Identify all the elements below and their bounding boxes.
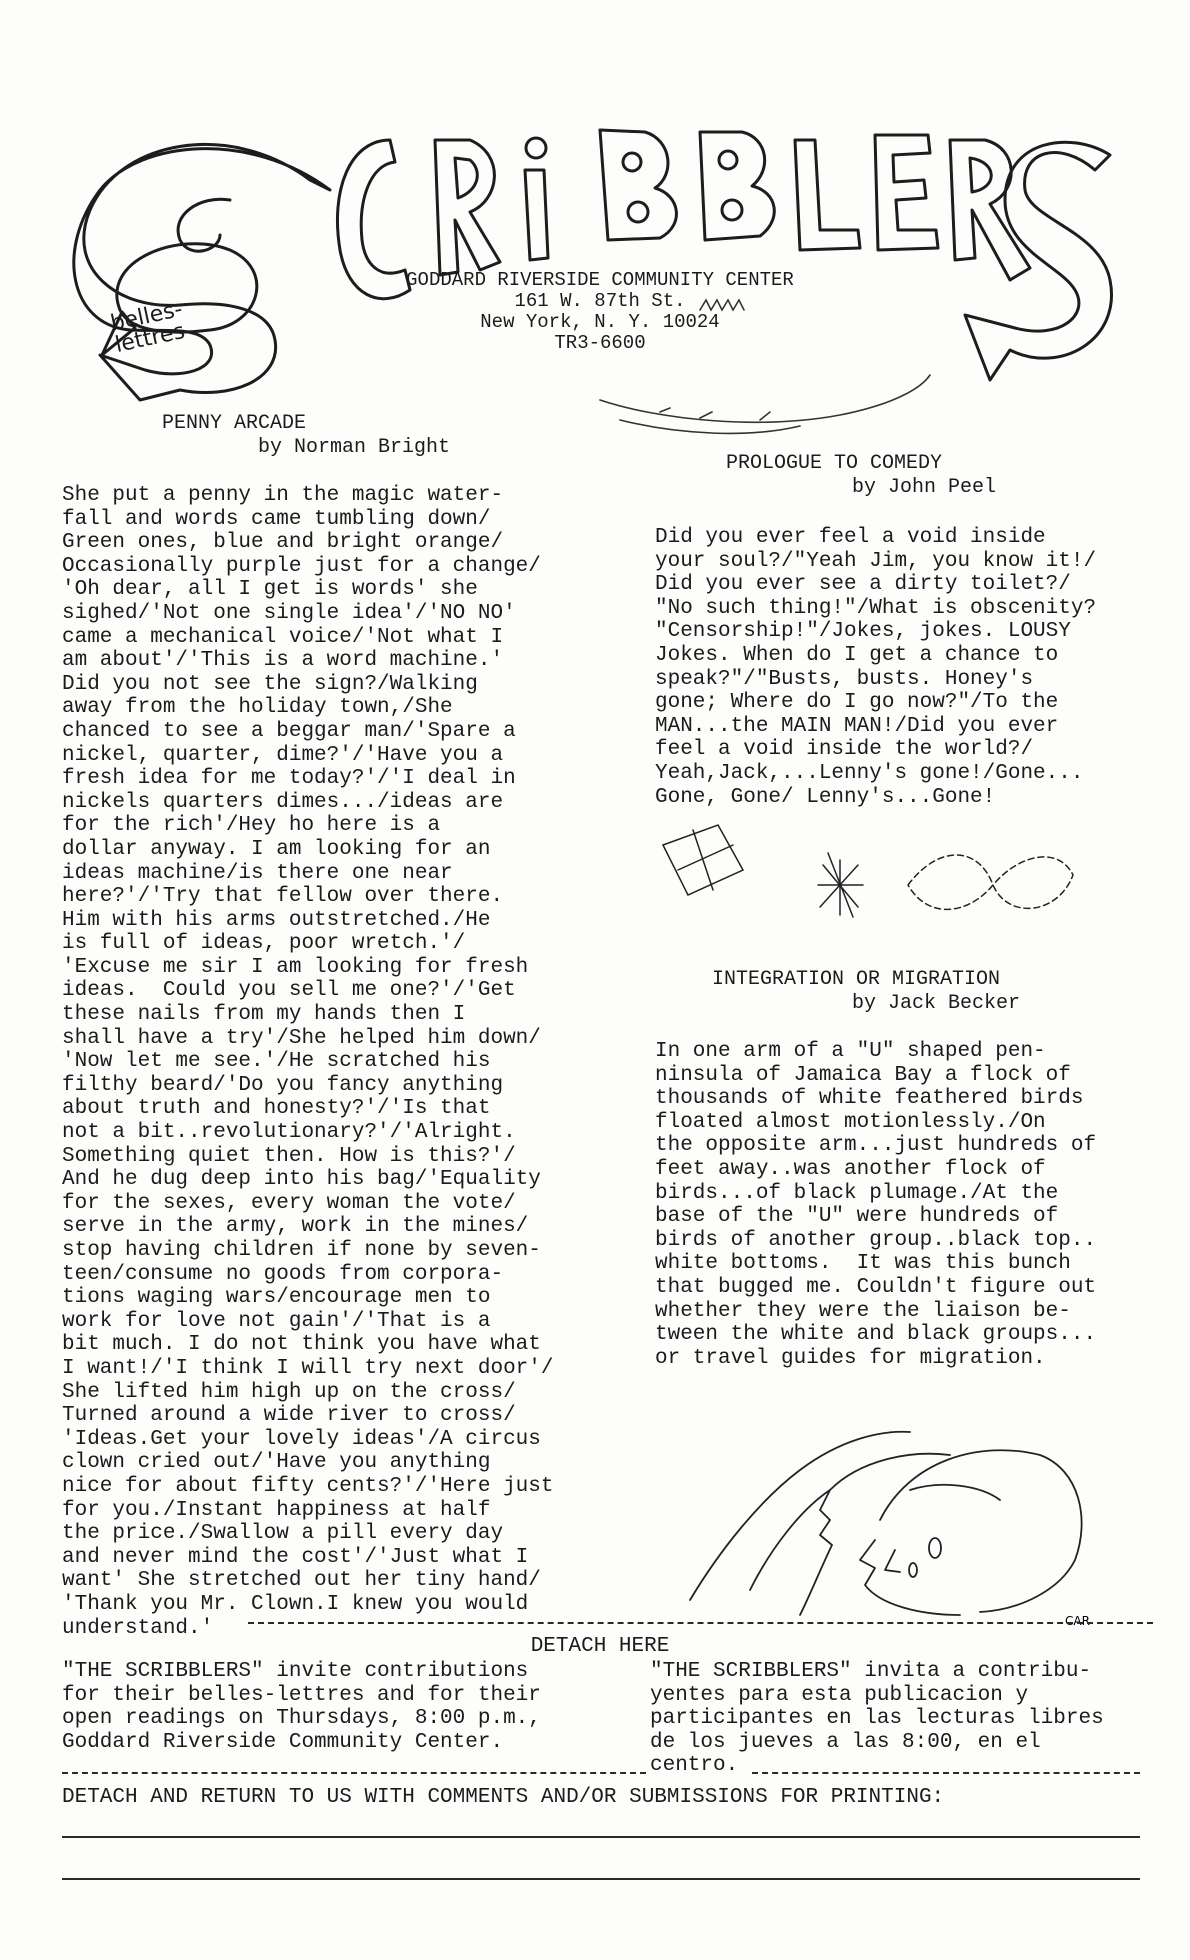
text-line: away from the holiday town,/She — [62, 696, 453, 720]
text-line: floated almost motionlessly./On — [655, 1110, 1046, 1134]
article-byline: by Norman Bright — [258, 436, 451, 459]
logo-letter-s-right — [965, 142, 1112, 380]
text-line: filthy beard/'Do you fancy anything — [62, 1073, 504, 1097]
masthead-address — [350, 270, 850, 354]
text-line: Green ones, blue and bright orange/ — [62, 531, 504, 555]
street-address: 161 W. 87th St. — [514, 290, 686, 312]
notice-line: Goddard Riverside Community Center. — [62, 1730, 504, 1754]
text-line: your soul?/"Yeah Jim, you know it!/ — [655, 549, 1097, 573]
text-line: Did you ever feel a void inside — [655, 526, 1046, 549]
text-line: tween the white and black groups... — [655, 1323, 1097, 1347]
text-line: ideas. Could you sell me one?'/'Get — [62, 979, 516, 1003]
text-line: ninsula of Jamaica Bay a flock of — [655, 1063, 1071, 1087]
text-line: I want!/'I think I will try next door'/ — [62, 1356, 554, 1380]
text-line: Did you ever see a dirty toilet?/ — [655, 573, 1071, 597]
logo-letter-i — [525, 170, 548, 260]
text-line: Gone, Gone/ Lenny's...Gone! — [655, 785, 996, 809]
text-line: nice for about fifty cents?'/'Here just — [62, 1474, 554, 1498]
text-line: Turned around a wide river to cross/ — [62, 1404, 516, 1428]
spanish-notice — [650, 1660, 1170, 1778]
asterisk-doodle — [818, 853, 863, 917]
text-line: about truth and honesty?'/'Is that — [62, 1097, 491, 1121]
text-line: She lifted him high up on the cross/ — [62, 1380, 516, 1404]
text-line: am about'/'This is a word machine.' — [62, 649, 504, 673]
text-line: white bottoms. It was this bunch — [655, 1252, 1071, 1276]
english-notice — [62, 1660, 642, 1754]
faces-illustration — [680, 1400, 1100, 1630]
text-line: clown cried out/'Have you anything — [62, 1451, 491, 1475]
detach-line-top — [248, 1622, 1153, 1624]
text-line: shall have a try'/She helped him down/ — [62, 1026, 541, 1050]
article-byline: by Jack Becker — [852, 992, 1021, 1015]
notice-line: "THE SCRIBBLERS" invite contributions — [62, 1660, 529, 1683]
text-line: dollar anyway. I am looking for an — [62, 837, 491, 861]
notice-line: participantes en las lecturas libres — [650, 1707, 1104, 1731]
article-title: PROLOGUE TO COMEDY — [726, 452, 943, 475]
text-line: 'Thank you Mr. Clown.I knew you would — [62, 1592, 529, 1616]
text-line: tions waging wars/encourage men to — [62, 1286, 491, 1310]
text-line: 'Excuse me sir I am looking for fresh — [62, 955, 529, 979]
text-line: came a mechanical voice/'Not what I — [62, 625, 504, 649]
detach-line-bottom-right — [752, 1772, 1140, 1774]
text-line: fresh idea for me today?'/'I deal in — [62, 767, 516, 791]
text-line: teen/consume no goods from corpora- — [62, 1262, 504, 1286]
text-line: these nails from my hands then I — [62, 1003, 466, 1027]
logo-letter-s-left — [74, 144, 330, 400]
doodle-symbols — [648, 815, 1088, 935]
penny-arcade-body — [62, 484, 632, 1640]
logo-letter-e — [875, 135, 938, 250]
text-line: for you./Instant happiness at half — [62, 1498, 491, 1522]
text-line: is full of ideas, poor wretch.'/ — [62, 932, 466, 956]
text-line: 'Ideas.Get your lovely ideas'/A circus — [62, 1427, 541, 1451]
text-line: In one arm of a "U" shaped pen- — [655, 1040, 1046, 1063]
text-line: understand.' — [62, 1616, 214, 1640]
detach-here-label: DETACH HERE — [530, 1635, 670, 1658]
text-line: speak?"/"Busts, busts. Honey's — [655, 667, 1034, 691]
text-line: "No such thing!"/What is obscenity? — [655, 596, 1097, 620]
notice-line: for their belles-lettres and for their — [62, 1683, 541, 1707]
text-line: birds...of black plumage./At the — [655, 1181, 1059, 1205]
text-line: gone; Where do I go now?"/To the — [655, 691, 1059, 715]
text-line: bit much. I do not think you have what — [62, 1333, 541, 1357]
article-title: PENNY ARCADE — [162, 412, 307, 435]
text-line: And he dug deep into his bag/'Equality — [62, 1168, 541, 1192]
integration-body — [655, 1040, 1155, 1370]
text-line: Something quiet then. How is this?'/ — [62, 1144, 516, 1168]
logo-letter-r — [435, 140, 500, 275]
write-in-line-2[interactable] — [62, 1878, 1140, 1880]
integration-heading — [712, 968, 1020, 1016]
article-byline: by John Peel — [852, 476, 997, 499]
text-line: for the rich'/Hey ho here is a — [62, 814, 441, 838]
detach-line-bottom-left — [62, 1772, 646, 1774]
return-instruction: DETACH AND RETURN TO US WITH COMMENTS AND/OR SUBMISSIONS FOR PRINTING: — [62, 1786, 945, 1809]
text-line: feel a void inside the world?/ — [655, 738, 1034, 762]
prologue-heading — [726, 452, 996, 500]
text-line: serve in the army, work in the mines/ — [62, 1215, 529, 1239]
text-line: nickel, quarter, dime?'/'Have you a — [62, 743, 504, 767]
text-line: She put a penny in the magic water- — [62, 484, 504, 507]
text-line: Him with his arms outstretched./He — [62, 908, 491, 932]
text-line: nickels quarters dimes.../ideas are — [62, 790, 504, 814]
text-line: the opposite arm...just hundreds of — [655, 1134, 1097, 1158]
text-line: MAN...the MAIN MAN!/Did you ever — [655, 714, 1059, 738]
text-line: 'Now let me see.'/He scratched his — [62, 1050, 491, 1074]
notice-line: centro. — [650, 1754, 739, 1778]
text-line: sighed/'Not one single idea'/'NO NO' — [62, 601, 516, 625]
text-line: fall and words came tumbling down/ — [62, 507, 491, 531]
text-line: want' She stretched out her tiny hand/ — [62, 1569, 541, 1593]
text-line: for the sexes, every woman the vote/ — [62, 1191, 516, 1215]
text-line: or travel guides for migration. — [655, 1346, 1046, 1370]
text-line: and never mind the cost'/'Just what I — [62, 1545, 529, 1569]
text-line: Yeah,Jack,...Lenny's gone!/Gone... — [655, 761, 1084, 785]
infinity-doodle — [908, 855, 1073, 909]
logo-letter-b2 — [700, 132, 774, 240]
notice-line: yentes para esta publicacion y — [650, 1683, 1029, 1707]
text-line: whether they were the liaison be- — [655, 1299, 1071, 1323]
text-line: Jokes. When do I get a chance to — [655, 643, 1059, 667]
text-line: that bugged me. Couldn't figure out — [655, 1275, 1097, 1299]
city-state-zip: New York, N. Y. 10024 — [480, 311, 720, 333]
text-line: birds of another group..black top.. — [655, 1228, 1097, 1252]
text-line: Occasionally purple just for a change/ — [62, 554, 541, 578]
cube-doodle — [663, 825, 743, 895]
article-title: INTEGRATION OR MIGRATION — [712, 968, 1001, 991]
illustration-signature: CAR — [1065, 1614, 1090, 1628]
text-line: ideas machine/is there one near — [62, 861, 453, 885]
text-line: work for love not gain'/'That is a — [62, 1309, 491, 1333]
text-line: chanced to see a beggar man/'Spare a — [62, 719, 516, 743]
notice-line: "THE SCRIBBLERS" invita a contribu- — [650, 1660, 1092, 1683]
belles-lettres-label: belles-lettres — [108, 296, 188, 359]
text-line: the price./Swallow a pill every day — [62, 1522, 504, 1546]
text-line: "Censorship!"/Jokes, jokes. LOUSY — [655, 620, 1071, 644]
text-line: base of the "U" were hundreds of — [655, 1205, 1059, 1229]
notice-line: de los jueves a las 8:00, en el — [650, 1730, 1041, 1754]
phone-number: TR3-6600 — [554, 332, 646, 354]
org-name: GODDARD RIVERSIDE COMMUNITY CENTER — [406, 269, 794, 291]
text-line: thousands of white feathered birds — [655, 1087, 1084, 1111]
notice-line: open readings on Thursdays, 8:00 p.m., — [62, 1707, 541, 1731]
text-line: not a bit..revolutionary?'/'Alright. — [62, 1121, 516, 1145]
text-line: stop having children if none by seven- — [62, 1239, 541, 1262]
logo-letter-b1 — [600, 130, 676, 240]
text-line: feet away..was another flock of — [655, 1157, 1046, 1181]
penny-arcade-heading — [162, 412, 450, 460]
prologue-body — [655, 526, 1155, 809]
write-in-line-1[interactable] — [62, 1836, 1140, 1838]
text-line: 'Oh dear, all I get is words' she — [62, 578, 478, 602]
logo-letter-l — [795, 140, 860, 250]
text-line: Did you not see the sign?/Walking — [62, 672, 478, 696]
text-line: here?'/'Try that fellow over there. — [62, 885, 504, 909]
